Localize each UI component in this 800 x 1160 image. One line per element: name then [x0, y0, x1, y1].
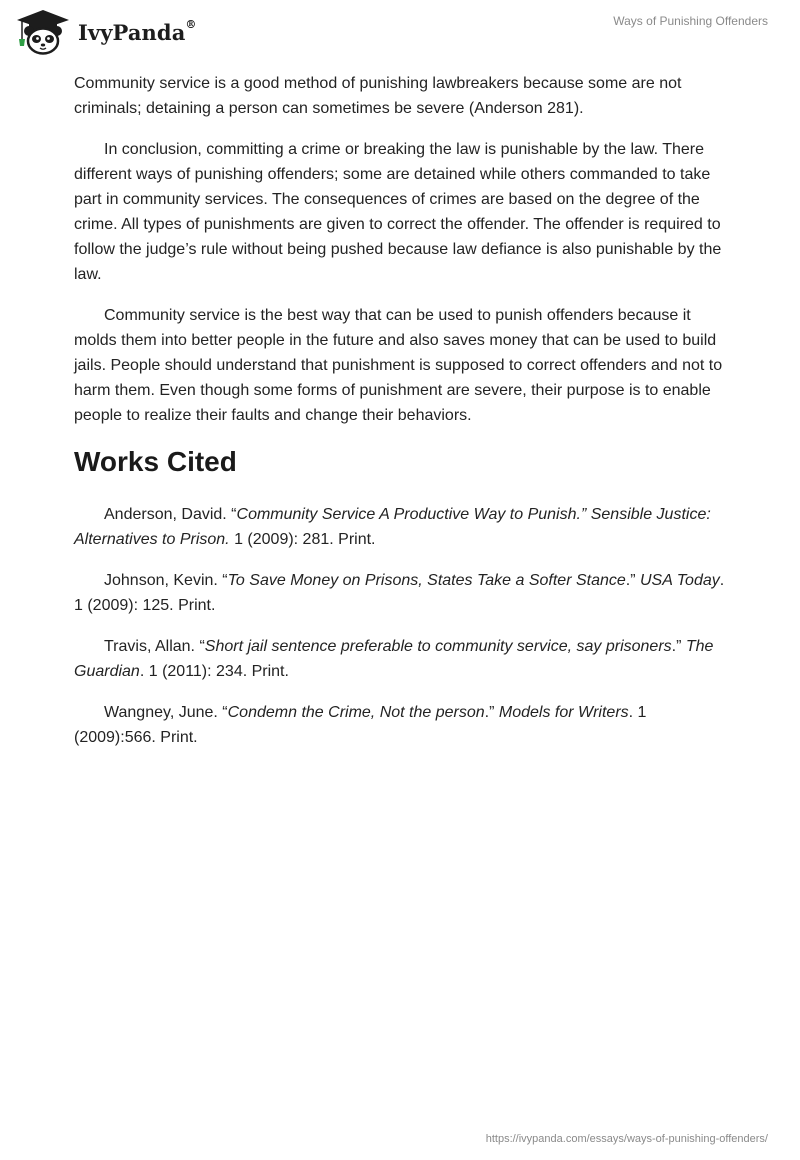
works-cited-list: [74, 502, 726, 750]
citation-entry: [74, 568, 726, 618]
citation-punctuation: .”: [625, 572, 640, 589]
citation-title: To Save Money on Prisons, States Take a Softer Stance: [227, 572, 626, 589]
page-header: [0, 0, 800, 60]
body-paragraph: Community service is a good method of punishing lawbreakers because some are not criminals; detaining a person can sometimes be severe (Anderson 281).: [74, 75, 682, 117]
citation-punctuation: .”: [671, 638, 686, 655]
citation-author: Anderson, David. “: [104, 506, 237, 523]
citation-details: . 1 (2009): 125. Print.: [74, 572, 725, 614]
essay-content: [74, 71, 726, 766]
body-paragraph: In conclusion, committing a crime or breaking the law is punishable by the law. There different ways of punishing offenders; some are detained while others commanded to take part in community services. The consequences of crimes are based on the degree of the crime. All types of punishments are given to correct the offender. The offender is required to follow the judge’s rule without being pushed because law defiance is also punishable by the law.: [74, 141, 722, 283]
citation-author: Johnson, Kevin. “: [104, 572, 228, 589]
body-paragraph: Community service is the best way that can be used to punish offenders because it molds them into better people in the future and also saves money that can be used to build jails. People should understand that punishment is supposed to correct offenders and not to harm them. Even though some forms of punishment are severe, their purpose is to enable people to realize their faults and change their behaviors.: [74, 307, 723, 424]
works-cited-heading: Works Cited: [74, 446, 237, 477]
citation-details: . 1 (2011): 234. Print.: [139, 663, 289, 680]
citation-title: Short jail sentence preferable to community service, say prisoners: [204, 638, 672, 655]
citation-title: Community Service A Productive Way to Punish.” Sensible Justice: Alternatives to Prison.: [74, 506, 711, 548]
citation-details: 1 (2009): 281. Print.: [229, 531, 376, 548]
ivypanda-logo[interactable]: [14, 9, 197, 55]
citation-author: Wangney, June. “: [104, 704, 228, 721]
citation-source: USA Today: [640, 572, 720, 589]
citation-entry: [74, 700, 726, 750]
citation-source: The Guardian: [74, 638, 714, 680]
source-url-link[interactable]: https://ivypanda.com/essays/ways-of-punishing-offenders/: [485, 1133, 768, 1145]
logo-text: IvyPanda: [78, 19, 186, 45]
citation-punctuation: .”: [484, 704, 499, 721]
logo-wordmark: [78, 17, 197, 45]
registered-mark: ®: [185, 17, 197, 31]
citation-source: Models for Writers: [498, 704, 629, 721]
running-title: Ways of Punishing Offenders: [613, 14, 768, 28]
citation-details: . 1 (2009):566. Print.: [74, 704, 647, 746]
panda-graduate-icon: [14, 9, 72, 55]
citation-entry: [74, 502, 726, 552]
citation-title: Condemn the Crime, Not the person: [227, 704, 485, 721]
citation-author: Travis, Allan. “: [104, 638, 205, 655]
citation-entry: [74, 634, 726, 684]
